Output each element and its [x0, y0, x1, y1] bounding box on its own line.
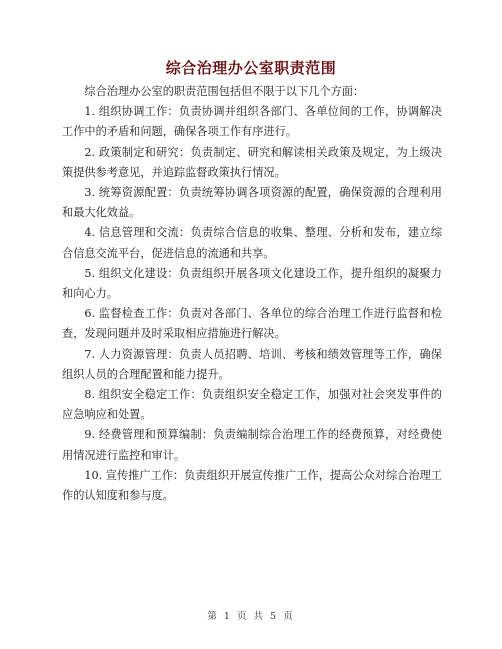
- duty-paragraph-3: 3. 统筹资源配置：负责统筹协调各项资源的配置，确保资源的合理利用和最大化效益。: [62, 186, 442, 220]
- document-body: [62, 82, 442, 506]
- duty-paragraph-4: 4. 信息管理和交流：负责综合信息的收集、整理、分析和发布，建立综合信息交流平台，促进信息的流通和共享。: [62, 226, 442, 260]
- duty-paragraph-5: 5. 组织文化建设：负责组织开展各项文化建设工作，提升组织的凝聚力和向心力。: [62, 266, 442, 301]
- document-title: 综合治理办公室职责范围: [165, 59, 337, 77]
- duty-paragraph-8: 8. 组织安全稳定工作：负责组织安全稳定工作，加强对社会突发事件的应急响应和处置。: [62, 388, 442, 422]
- duty-paragraph-7: 7. 人力资源管理：负责人员招聘、培训、考核和绩效管理等工作，确保组织人员的合理配置和能力提升。: [62, 347, 442, 381]
- duty-paragraph-1: 1. 组织协调工作：负责协调并组织各部门、各单位间的工作，协调解决工作中的矛盾和问题，确保各项工作有序进行。: [62, 105, 442, 139]
- intro-paragraph: 综合治理办公室的职责范围包括但不限于以下几个方面：: [84, 85, 365, 98]
- page-number-footer: 第 1 页 共 5 页: [207, 611, 295, 622]
- duty-paragraph-9: 9. 经费管理和预算编制：负责编制综合治理工作的经费预算，对经费使用情况进行监控和审计。: [62, 428, 442, 462]
- duty-paragraph-6: 6. 监督检查工作：负责对各部门、各单位的综合治理工作进行监督和检查，发现问题并及时采取相应措施进行解决。: [62, 307, 442, 341]
- duty-paragraph-10: 10. 宣传推广工作：负责组织开展宣传推广工作，提高公众对综合治理工作的认知度和参与度。: [62, 468, 442, 503]
- duty-paragraph-2: 2. 政策制定和研究：负责制定、研究和解读相关政策及规定，为上级决策提供参考意见，并追踪监督政策执行情况。: [62, 145, 442, 179]
